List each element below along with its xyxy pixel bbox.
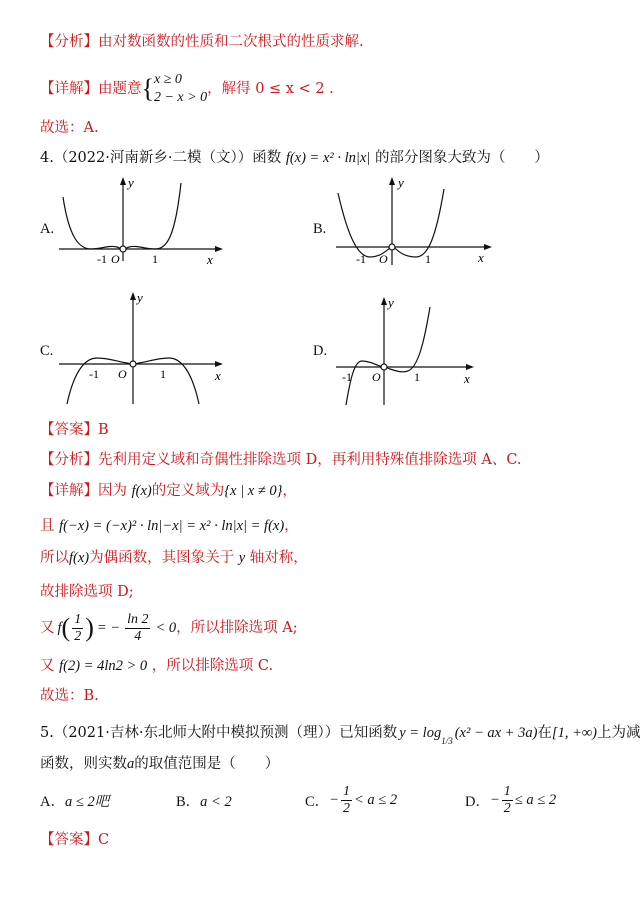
graph-a-label: A. <box>40 221 55 237</box>
q5-option-b[interactable] <box>176 790 232 811</box>
q4-line6-prefix: 又 <box>40 658 55 674</box>
q4-detail-5 <box>40 606 298 650</box>
q4-line3-c: 为偶函数，其图象关于 <box>89 550 235 566</box>
curve-left <box>63 197 122 249</box>
y-label: y <box>128 175 134 190</box>
q3-detail <box>40 67 334 111</box>
x-label: x <box>464 371 470 386</box>
tick-one: 1 <box>414 370 420 384</box>
q5-option-a-label: A． <box>40 794 65 810</box>
y-label: y <box>137 290 143 305</box>
graph-b <box>332 175 512 270</box>
q4-detail-6 <box>40 656 273 676</box>
q5-stem-line2 <box>40 754 279 774</box>
curve-left <box>67 358 132 404</box>
q4-line5-prefix: 又 <box>40 620 55 636</box>
frac2-num: ln 2 <box>127 611 149 627</box>
minus-sign: − <box>329 791 339 808</box>
origin-label: O <box>379 252 388 266</box>
q5-stem-func: y = log <box>399 725 442 741</box>
origin-hole <box>381 364 387 370</box>
frac-den: 2 <box>74 628 82 644</box>
q5-stem-line2-b: a <box>127 756 135 772</box>
graph-d-label: D. <box>313 343 328 359</box>
q3-brace-icon: { <box>141 74 154 103</box>
y-label: y <box>398 175 404 190</box>
q4-line5-f: f <box>57 620 62 636</box>
q4-choice: 故选：B. <box>40 688 99 704</box>
graph-c <box>55 288 240 408</box>
q4-stem <box>40 148 549 168</box>
q5-option-d-label: D． <box>465 793 490 810</box>
q3-analysis-tag: 【分析】 <box>40 34 98 50</box>
frac2-den: 4 <box>134 628 142 644</box>
q4-detail-4: 故排除选项 D; <box>40 584 134 600</box>
q4-line5-eq: = − <box>96 620 121 636</box>
q4-line5-frac <box>72 612 83 645</box>
q4-line3-d: y <box>238 550 246 566</box>
q4-answer-value: B <box>98 422 109 438</box>
x-axis-arrow-icon <box>484 244 492 250</box>
tick-neg-one: -1 <box>342 370 352 384</box>
q3-detail-suffix: ，解得 0 ≤ x < 2 . <box>207 81 334 97</box>
graph-b-label: B. <box>313 221 327 237</box>
q5-option-c-label: C． <box>305 793 330 810</box>
q5-option-d-rest: ≤ a ≤ 2 <box>514 791 557 808</box>
frac-den: 2 <box>342 800 350 816</box>
curve-right <box>134 358 199 404</box>
tick-one: 1 <box>160 367 166 381</box>
q4-detail-1c: 的定义域为 <box>151 483 225 499</box>
q4-detail-1d: {x | x ≠ 0} <box>224 483 283 499</box>
q4-detail-1e: ， <box>282 483 297 499</box>
q4-line2-suffix: ， <box>284 518 299 534</box>
minus-sign: − <box>489 791 500 808</box>
q4-analysis-tag: 【分析】 <box>40 452 98 468</box>
frac-num: 1 <box>74 611 82 627</box>
q4-line5-frac2 <box>125 612 150 645</box>
q5-option-d[interactable] <box>465 780 556 820</box>
q5-stem-suffix: 上为减 <box>597 725 641 741</box>
y-axis-arrow-icon <box>381 297 387 305</box>
y-axis-arrow-icon <box>130 292 136 300</box>
curve-right <box>385 307 430 372</box>
q4-line5-lt: < 0 <box>155 620 177 636</box>
q4-analysis <box>40 450 522 470</box>
y-label: y <box>388 295 394 310</box>
q4-detail-2 <box>40 516 299 536</box>
origin-label: O <box>372 370 381 384</box>
q3-analysis <box>40 32 364 52</box>
q5-option-c-rest: < a ≤ 2 <box>353 791 398 808</box>
q5-stem-base: 1/3 <box>441 736 453 746</box>
q4-answer-tag: 【答案】 <box>40 422 98 438</box>
q3-choice: 故选：A. <box>40 120 99 136</box>
q3-analysis-text: 由对数函数的性质和二次根式的性质求解. <box>98 34 364 50</box>
q5-option-c-frac <box>341 784 352 817</box>
frac-den: 2 <box>503 800 511 816</box>
q5-stem-line2-a: 函数，则实数 <box>40 756 127 772</box>
q4-line3-a: 所以 <box>40 550 69 566</box>
x-axis-arrow-icon <box>215 246 223 252</box>
curve-right <box>124 183 181 249</box>
x-label: x <box>207 252 213 265</box>
q5-answer <box>40 830 109 850</box>
q5-option-a[interactable] <box>40 790 109 811</box>
origin-hole <box>389 244 395 250</box>
q5-option-b-text: a < 2 <box>200 794 232 810</box>
frac-num: 1 <box>342 783 350 799</box>
q3-conditions <box>154 71 207 107</box>
graph-c-label: C. <box>40 343 54 359</box>
q4-line6-math: f(2) = 4ln2 > 0 <box>59 658 148 674</box>
q3-detail-prefix: 由题意 <box>98 81 142 97</box>
q4-line3-b: f(x) <box>69 550 90 566</box>
origin-label: O <box>118 367 127 381</box>
q4-detail-1b: f(x) <box>131 483 152 499</box>
origin-hole <box>120 246 126 252</box>
q3-cond1: x ≥ 0 <box>153 72 182 87</box>
graph-a <box>55 175 235 265</box>
q5-answer-value: C <box>98 832 110 848</box>
x-label: x <box>215 368 221 383</box>
y-axis-arrow-icon <box>389 177 395 185</box>
y-axis-arrow-icon <box>120 177 126 185</box>
q5-answer-tag: 【答案】 <box>40 832 98 848</box>
q4-detail-1 <box>40 481 297 501</box>
q4-line3-e: 轴对称， <box>249 550 308 566</box>
tick-one: 1 <box>152 252 158 265</box>
q4-detail-1a: 因为 <box>98 483 127 499</box>
origin-label: O <box>111 252 120 265</box>
q5-option-b-label: B． <box>176 794 201 810</box>
paren-close-icon: ) <box>85 613 94 642</box>
q5-option-d-frac <box>502 784 513 817</box>
q4-stem-func: f(x) = x² · ln|x| <box>285 150 371 166</box>
q4-detail-3 <box>40 548 308 568</box>
q5-stem-prefix: 5.（2021·吉林·东北师大附中模拟预测（理））已知函数 <box>40 725 398 741</box>
q4-line2-math: f(−x) = (−x)² · ln|−x| = x² · ln|x| = f(x) <box>59 518 285 534</box>
q4-line2-prefix: 且 <box>40 518 55 534</box>
graph-d <box>332 293 512 408</box>
q5-option-a-text: a ≤ 2吧 <box>64 794 110 810</box>
q5-option-c[interactable] <box>305 780 397 820</box>
q3-cond2: 2 − x > 0 <box>153 90 208 105</box>
tick-one: 1 <box>425 252 431 266</box>
q5-stem-line2-c: 的取值范围是（ ） <box>134 756 280 772</box>
x-label: x <box>478 250 484 265</box>
q4-stem-prefix: 4.（2022·河南新乡·二模（文））函数 <box>40 150 282 166</box>
tick-neg-one: -1 <box>97 252 107 265</box>
frac-num: 1 <box>503 783 511 799</box>
q5-stem-mid: 在 <box>537 725 552 741</box>
q3-detail-tag: 【详解】 <box>40 81 98 97</box>
x-axis-arrow-icon <box>215 361 223 367</box>
x-axis-arrow-icon <box>466 364 474 370</box>
q4-analysis-text: 先利用定义域和奇偶性排除选项 D，再利用特殊值排除选项 A、C. <box>98 452 522 468</box>
tick-neg-one: -1 <box>356 252 366 266</box>
q4-line5-suffix: ，所以排除选项 A; <box>176 620 298 636</box>
q5-stem-line1 <box>40 718 641 748</box>
q4-line6-suffix: ，所以排除选项 C. <box>151 658 274 674</box>
origin-hole <box>130 361 136 367</box>
q4-detail-tag: 【详解】 <box>40 483 98 499</box>
q4-stem-suffix: 的部分图象大致为（ ） <box>374 150 549 166</box>
q4-answer <box>40 420 109 440</box>
tick-neg-one: -1 <box>89 367 99 381</box>
paren-open-icon: ( <box>61 613 71 642</box>
q5-stem-arg: (x² − ax + 3a) <box>454 725 538 741</box>
q5-stem-interval: [1, +∞) <box>551 725 598 741</box>
